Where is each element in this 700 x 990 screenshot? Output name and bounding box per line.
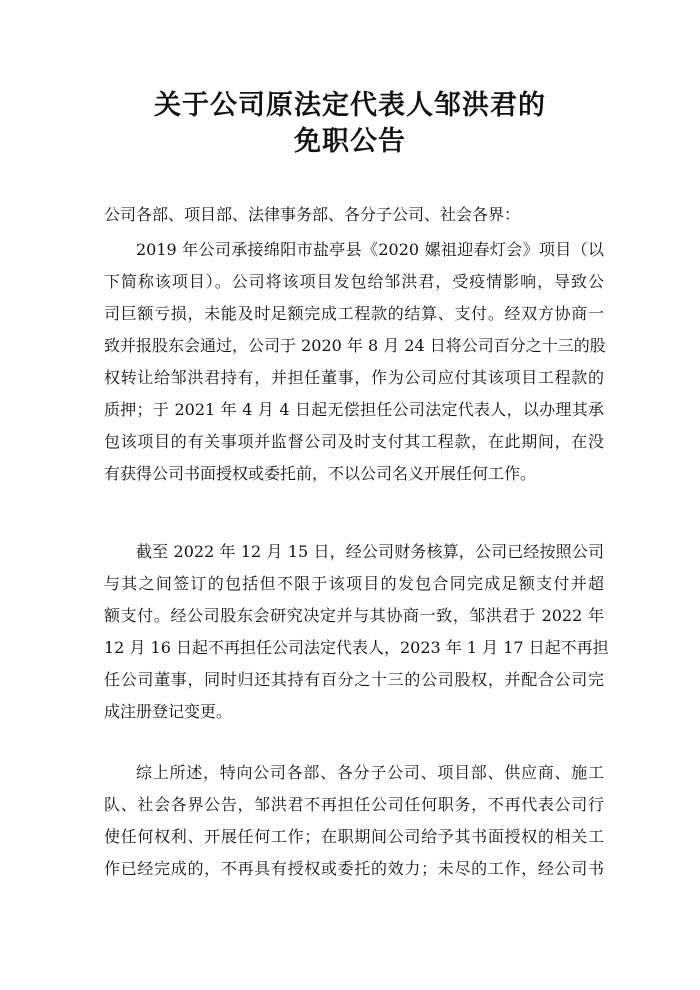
- salutation: 公司各部、项目部、法律事务部、各分子公司、社会各界：: [104, 205, 521, 224]
- document-title-line-1: 关于公司原法定代表人邹洪君的: [154, 90, 546, 121]
- paragraph-3: [104, 757, 604, 885]
- paragraph-line: 作已经完成的，不再具有授权或委托的效力；未尽的工作，经公司书: [104, 859, 604, 878]
- paragraph-2: [104, 536, 609, 728]
- paragraph-line: 截至 2022 年 12 月 15 日，经公司财务核算，公司已经按照公司: [136, 542, 604, 561]
- paragraph-line: 任公司董事，同时归还其持有百分之十三的公司股权，并配合公司完: [104, 670, 604, 689]
- paragraph-1: [104, 234, 604, 490]
- paragraph-line: 下简称该项目）。公司将该项目发包给邹洪君，受疫情影响，导致公: [104, 272, 604, 291]
- paragraph-line: 司巨额亏损，未能及时足额完成工程款的结算、支付。经双方协商一: [104, 304, 604, 323]
- paragraph-line: 2019 年公司承接绵阳市盐亭县《2020 嫘祖迎春灯会》项目（以: [136, 240, 604, 259]
- paragraph-line: 包该项目的有关事项并监督公司及时支付其工程款，在此期间，在没: [104, 432, 604, 451]
- paragraph-line: 致并报股东会通过，公司于 2020 年 8 月 24 日将公司百分之十三的股: [104, 336, 606, 355]
- paragraph-line: 质押；于 2021 年 4 月 4 日起无偿担任公司法定代表人，以办理其承: [104, 400, 604, 419]
- paragraph-line: 与其之间签订的包括但不限于该项目的发包合同完成足额支付并超: [104, 574, 604, 593]
- paragraph-line: 队、社会各界公告，邹洪君不再担任公司任何职务，不再代表公司行: [104, 795, 604, 814]
- paragraph-line: 综上所述，特向公司各部、各分子公司、项目部、供应商、施工: [136, 763, 604, 782]
- paragraph-line: 12 月 16 日起不再担任公司法定代表人，2023 年 1 月 17 日起不再担: [104, 638, 609, 657]
- document-title-line-2: 免职公告: [294, 126, 406, 157]
- paragraph-line: 有获得公司书面授权或委托前，不以公司名义开展任何工作。: [104, 464, 537, 483]
- paragraph-line: 额支付。经公司股东会研究决定并与其协商一致，邹洪君于 2022 年: [104, 606, 604, 625]
- paragraph-line: 权转让给邹洪君持有，并担任董事，作为公司应付其该项目工程款的: [104, 368, 604, 387]
- paragraph-line: 使任何权利、开展任何工作；在职期间公司给予其书面授权的相关工: [104, 827, 604, 846]
- paragraph-line: 成注册登记变更。: [104, 702, 233, 721]
